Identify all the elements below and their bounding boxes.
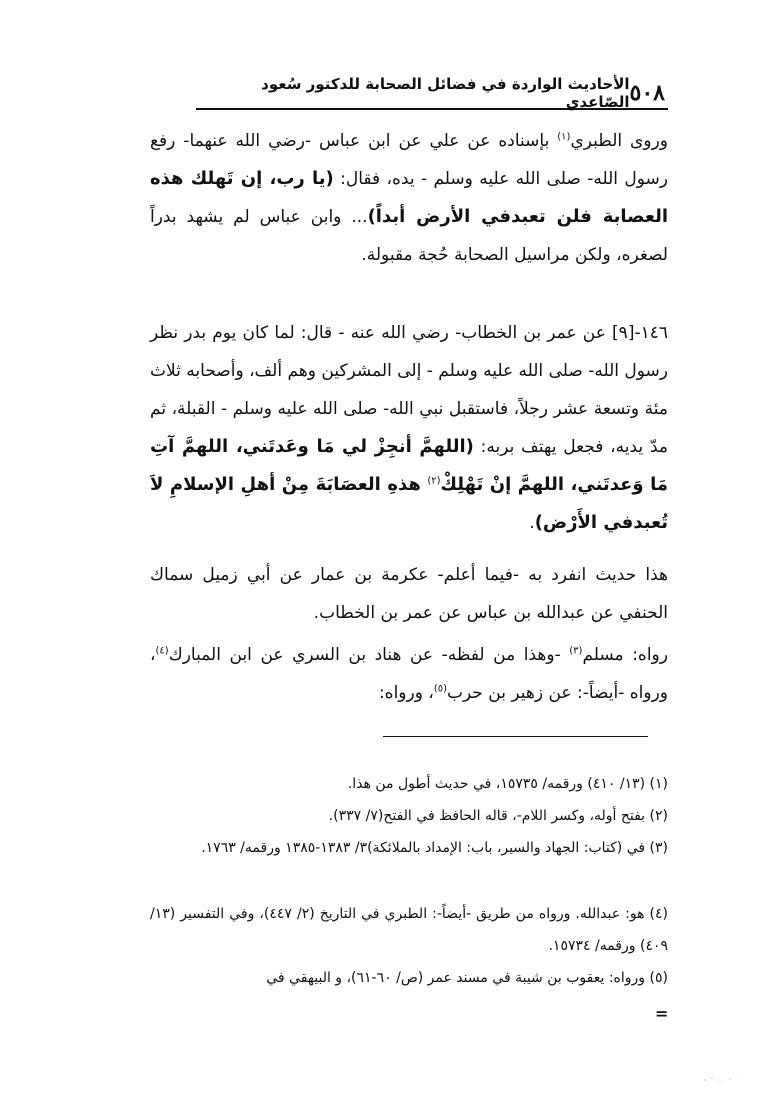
footnote-ref: (٤) [155, 645, 169, 657]
footnote-text: في (كتاب: الجهاد والسير، باب: الإمداد بالملائكة)٣/ ١٣٨٣-١٣٨٥ ورقمه/ ١٧٦٣. [201, 840, 646, 856]
paragraph-commentary [150, 556, 668, 632]
footnote-3 [150, 832, 668, 864]
scan-speckles [700, 1074, 750, 1084]
footnote-2 [150, 800, 668, 832]
footnote-1 [150, 768, 668, 800]
text-run: هذا حديث انفرد به -فيما أعلم- عكرمة بن عمار عن أبي زميل سماك الحنفي عن عبدالله بن عباس عن عمر بن الخطاب. [150, 565, 668, 623]
page-number: ٥٠٨ [629, 80, 665, 106]
text-run: . [529, 513, 535, 533]
running-title: الأحاديث الواردة في فضائل الصحابة للدكتور سُعود الصّاعدي [261, 75, 630, 111]
text-run: -وهذا من لفظه- عن هناد بن السري عن ابن المبارك [168, 645, 570, 665]
bold-quote: (يا رب، إن تَهلك هذه العصابة فلن تعبدفي الأرض أبداً) [150, 168, 668, 227]
paragraph-hadith-146 [150, 314, 668, 542]
footnote-number: (٤) [649, 906, 668, 922]
footnote-text: ورواه: يعقوب بن شيبة في مسند عمر (ص/ ٦٠-٦١)، و البيهقي في [266, 970, 646, 986]
text-run: رواه: مسلم [582, 645, 668, 665]
footnote-number: (٢) [649, 808, 668, 824]
text-run: وروى الطبري [570, 131, 668, 151]
bold-quote: (اللهمَّ أنجِزْ لي مَا وعَدتَني، اللهمَّ آتِ مَا وَعدتَني، اللهمَّ إنْ تَهْلِكْ [150, 436, 668, 495]
footnote-text: (١٣/ ٤١٠) ورقمه/ ١٥٧٣٥، في حديث أطول من هذا. [347, 776, 646, 792]
paragraph-tabari [150, 122, 668, 274]
footnote-number: (١) [649, 776, 668, 792]
footnote-ref: (٢) [427, 475, 441, 487]
text-run: ، ورواه -أيضاً-: عن زهير بن حرب [150, 645, 668, 703]
footnote-5 [150, 962, 668, 994]
footnote-text: بفتح أوله، وكسر اللام-، قاله الحافظ في الفتح(٧/ ٣٣٧). [328, 808, 646, 824]
page-header [205, 75, 665, 111]
footnote-text: هو: عبدالله. ورواه من طريق -أيضاً-: الطبري في التاريخ (٢/ ٤٤٧)، وفي التفسير (١٣/ ٤٠٩) ورقمه/ ١٥٧٣٤. [150, 906, 668, 954]
header-rule [196, 108, 668, 110]
text-run: ١٤٦-[٩] عن عمر بن الخطاب- رضي الله عنه - قال: لما كان يوم بدر نظر رسول الله- صلى الله عليه وسلم - إلى المشركين وهم ألف، وأصحابه ثلاث مئة وتسعة عشر رجلاً، فاستقبل نبي الله- صلى الله عليه وسلم - القبلة، ثم مدّ يديه، فجعل يهتف بربه: [150, 323, 668, 457]
footnote-number: (٥) [649, 970, 668, 986]
footnote-ref: (٣) [569, 645, 583, 657]
bold-quote: هذهِ العصَابَةَ مِنْ أهلِ الإسلامِ لاَ تُعبدفي الأَرْض) [150, 474, 668, 533]
footnote-separator [383, 736, 648, 737]
footnote-ref: (١) [557, 131, 571, 143]
text-run: ... وابن عباس لم يشهد بدراً لصغره، ولكن مراسيل الصحابة حُجة مقبولة. [150, 207, 668, 265]
continuation-mark: = [655, 1004, 669, 1023]
footnote-number: (٣) [649, 840, 668, 856]
paragraph-narrators [150, 636, 668, 712]
text-run: بإسناده عن علي عن ابن عباس -رضي الله عنهما- رفع رسول الله- صلى الله عليه وسلم - يده، فقال: [150, 131, 668, 189]
footnote-ref: (٥) [433, 683, 448, 695]
footnote-4 [150, 898, 668, 962]
text-run: ، ورواه: [378, 683, 434, 703]
